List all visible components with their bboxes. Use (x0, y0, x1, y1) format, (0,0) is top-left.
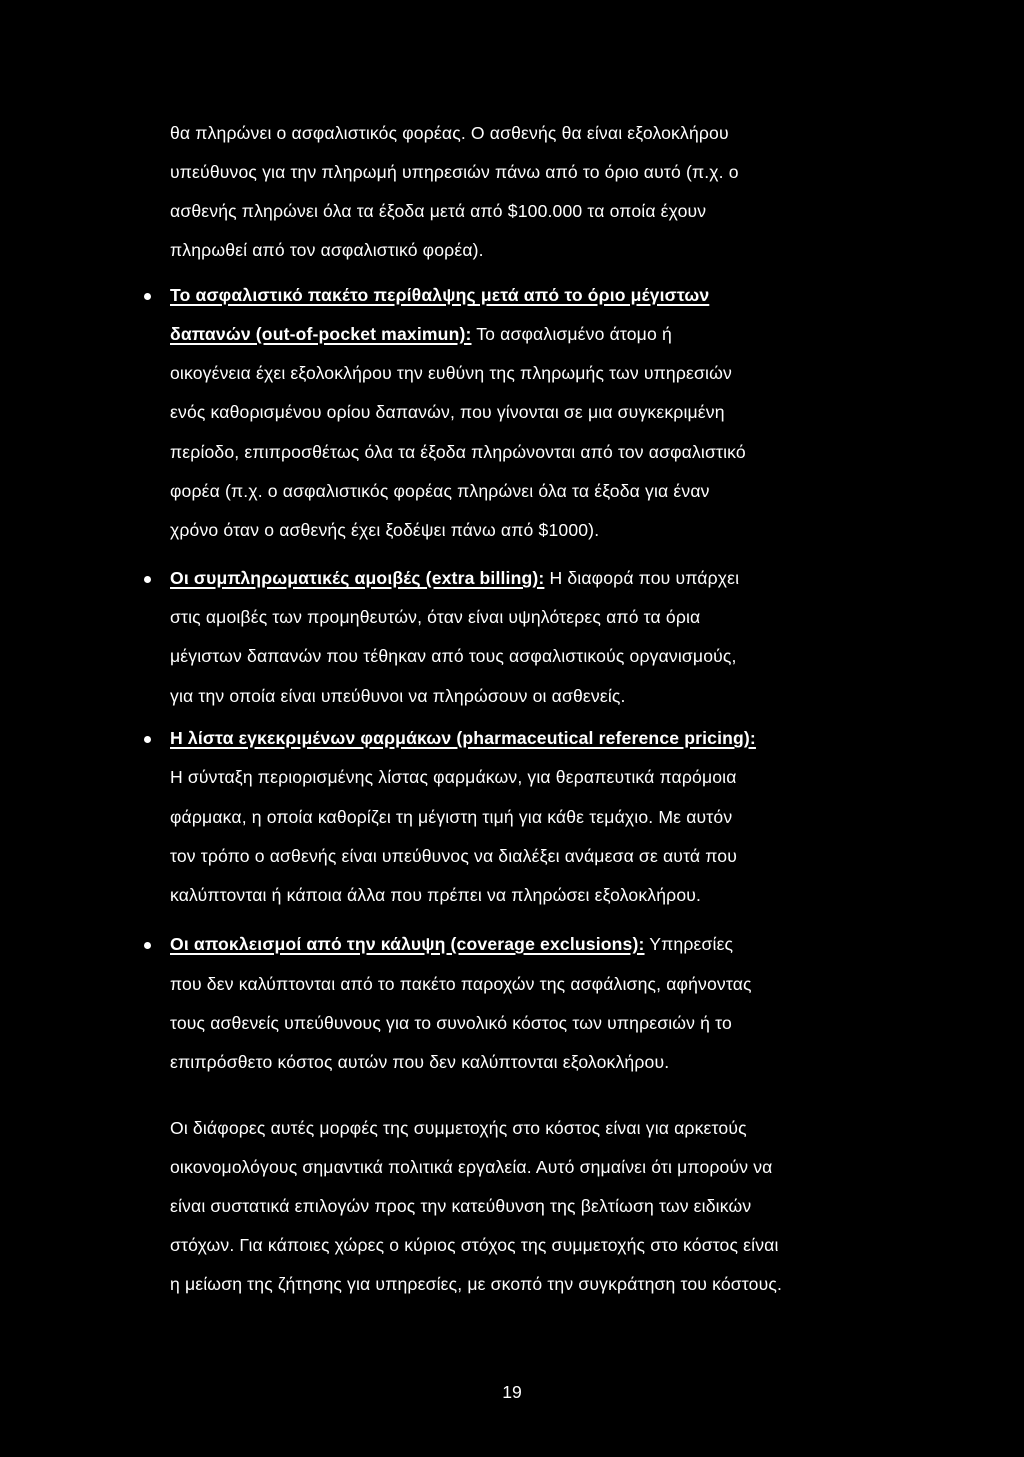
bullet-text: Το ασφαλισμένο άτομο ή (471, 324, 672, 344)
text-line: επιπρόσθετο κόστος αυτών που δεν καλύπτονται εξολοκλήρου. (170, 1052, 670, 1072)
text-line: που δεν καλύπτονται από το πακέτο παροχών της ασφάλισης, αφήνοντας (170, 974, 752, 994)
bullet-heading: Οι συμπληρωματικές αμοιβές (extra billing): (170, 568, 545, 588)
text-line (170, 932, 733, 956)
text-line: στόχων. Για κάποιες χώρες ο κύριος στόχος της συμμετοχής στο κόστος είναι (170, 1235, 779, 1255)
text-line: χρόνο όταν ο ασθενής έχει ξοδέψει πάνω από $1000). (170, 520, 600, 540)
bullet-heading: Το ασφαλιστικό πακέτο περίθαλψης μετά από το όριο μέγιστων (170, 285, 710, 305)
bullet-text: Η διαφορά που υπάρχει (544, 568, 740, 588)
text-line: τους ασθενείς υπεύθυνους για το συνολικό κόστος των υπηρεσιών ή το (170, 1013, 732, 1033)
text-line: Οι διάφορες αυτές μορφές της συμμετοχής στο κόστος είναι για αρκετούς (170, 1118, 747, 1138)
bullet-dot-icon (144, 736, 151, 743)
bullet-dot-icon (144, 942, 151, 949)
text-line (170, 322, 672, 346)
bullet-dot-icon (144, 576, 151, 583)
text-line: για την οποία είναι υπεύθυνοι να πληρώσουν οι ασθενείς. (170, 686, 626, 706)
bullet-heading: Οι αποκλεισμοί από την κάλυψη (coverage exclusions): (170, 934, 645, 954)
text-line: οικονομολόγους σημαντικά πολιτικά εργαλεία. Αυτό σημαίνει ότι μπορούν να (170, 1157, 773, 1177)
text-line: η μείωση της ζήτησης για υπηρεσίες, με σκοπό την συγκράτηση του κόστους. (170, 1274, 783, 1294)
text-line: οικογένεια έχει εξολοκλήρου την ευθύνη της πληρωμής των υπηρεσιών (170, 363, 732, 383)
text-line: στις αμοιβές των προμηθευτών, όταν είναι υψηλότερες από τα όρια (170, 607, 701, 627)
text-line: περίοδο, επιπροσθέτως όλα τα έξοδα πληρώνονται από τον ασφαλιστικό (170, 442, 746, 462)
text-line: θα πληρώνει ο ασφαλιστικός φορέας. Ο ασθενής θα είναι εξολοκλήρου (170, 123, 729, 143)
text-line: καλύπτονται ή κάποια άλλα που πρέπει να πληρώσει εξολοκλήρου. (170, 885, 702, 905)
text-line: Η σύνταξη περιορισμένης λίστας φαρμάκων, για θεραπευτικά παρόμοια (170, 767, 737, 787)
page-number: 19 (502, 1382, 522, 1402)
text-line: φορέα (π.χ. ο ασφαλιστικός φορέας πληρώνει όλα τα έξοδα για έναν (170, 481, 710, 501)
text-line: ασθενής πληρώνει όλα τα έξοδα μετά από $100.000 τα οποία έχουν (170, 201, 707, 221)
text-line: πληρωθεί από τον ασφαλιστικό φορέα). (170, 240, 484, 260)
text-line: τον τρόπο ο ασθενής είναι υπεύθυνος να διαλέξει ανάμεσα σε αυτά που (170, 846, 738, 866)
bullet-text: Υπηρεσίες (644, 934, 734, 954)
text-line (170, 566, 739, 590)
text-line: ενός καθορισμένου ορίου δαπανών, που γίνονται σε μια συγκεκριμένη (170, 402, 725, 422)
text-line: είναι συστατικά επιλογών προς την κατεύθυνση της βελτίωση των ειδικών (170, 1196, 752, 1216)
bullet-heading: Η λίστα εγκεκριμένων φαρμάκων (pharmaceutical reference pricing): (170, 728, 756, 748)
text-line: μέγιστων δαπανών που τέθηκαν από τους ασφαλιστικούς οργανισμούς, (170, 646, 737, 666)
text-line: φάρμακα, η οποία καθορίζει τη μέγιστη τιμή για κάθε τεμάχιο. Με αυτόν (170, 807, 733, 827)
bullet-dot-icon (144, 293, 151, 300)
text-line: υπεύθυνος για την πληρωμή υπηρεσιών πάνω από το όριο αυτό (π.χ. ο (170, 162, 739, 182)
bullet-heading-continued: δαπανών (out-of-pocket maximun): (170, 324, 472, 344)
